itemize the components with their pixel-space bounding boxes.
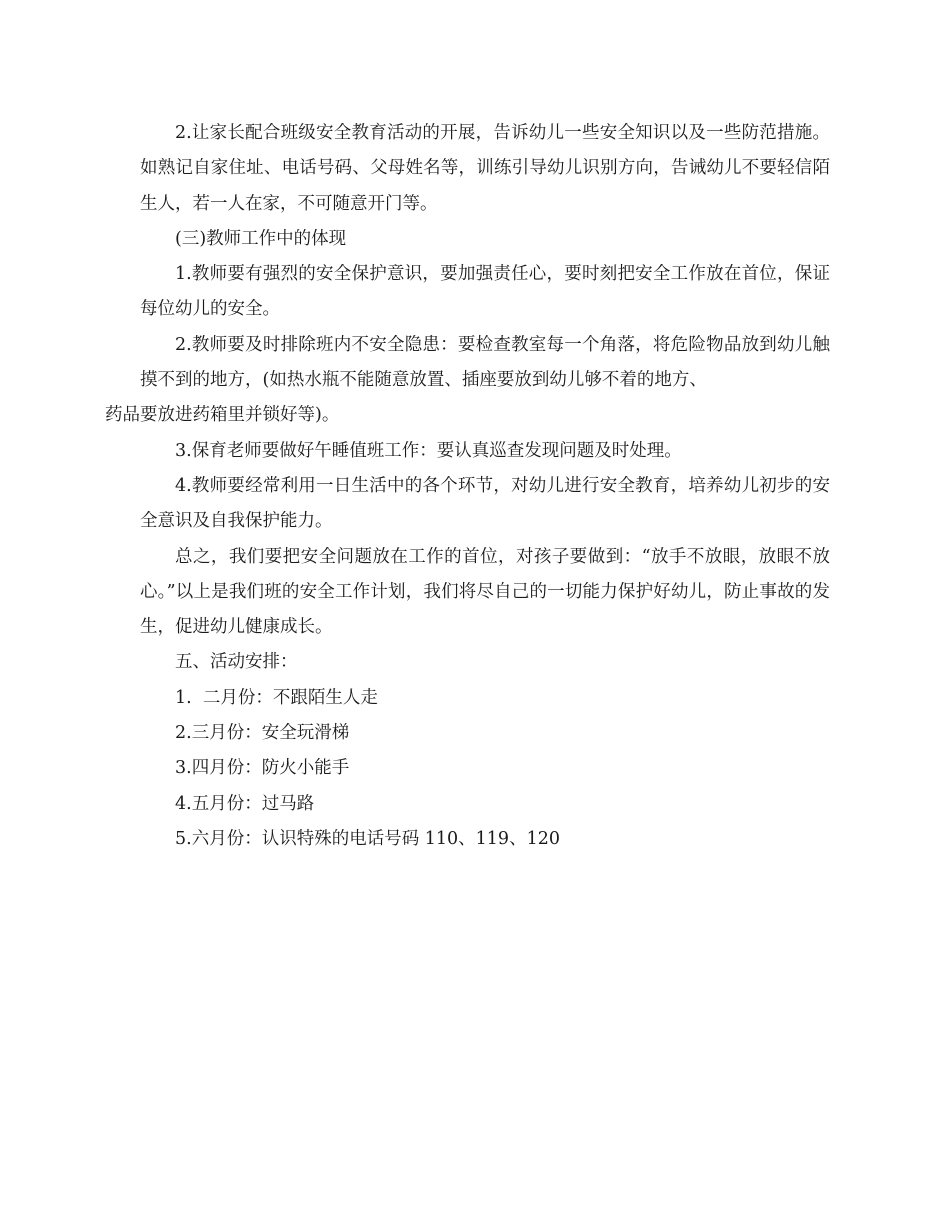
section-heading-activities: 五、活动安排： <box>175 652 298 673</box>
activity-item-april: 3.四月份：防火小能手 <box>175 758 350 779</box>
hazard-removal-text: 2.教师要及时排除班内不安全隐患：要检查教室每一个角落，将危险物品放到幼儿触摸不到的地方， <box>140 334 830 391</box>
paragraph-summary: 总之，我们要把安全问题放在工作的首位，对孩子要做到：“放手不放眼，放眼不放心。”以上是我们班的安全工作计划，我们将尽自己的一切能力保护好幼儿，防止事故的发生，促进幼儿健康成长。 <box>140 546 830 638</box>
document-body <box>105 116 830 857</box>
paragraph-daily-education: 4.教师要经常利用一日生活中的各个环节，对幼儿进行安全教育，培养幼儿初步的安全意识及自我保护能力。 <box>140 475 830 532</box>
activity-item-february: 1. 二月份：不跟陌生人走 <box>175 687 378 708</box>
activity-item-may: 4.五月份：过马路 <box>175 793 315 814</box>
paragraph-parent-cooperation: 2.让家长配合班级安全教育活动的开展，告诉幼儿一些安全知识以及一些防范措施。如熟记自家住址、电话号码、父母姓名等，训练引导幼儿识别方向，告诫幼儿不要轻信陌生人，若一人在家，不可随意开门等。 <box>140 123 830 214</box>
paragraph-hazard-removal <box>105 328 830 434</box>
activity-item-march: 2.三月份：安全玩滑梯 <box>175 723 350 744</box>
hazard-removal-medicine: 药品要放进药箱里并锁好等)。 <box>105 405 340 426</box>
paragraph-teacher-awareness: 1.教师要有强烈的安全保护意识，要加强责任心，要时刻把安全工作放在首位，保证每位幼儿的安全。 <box>140 264 830 320</box>
paragraph-nap-duty: 3.保育老师要做好午睡值班工作：要认真巡查发现问题及时处理。 <box>175 440 682 461</box>
activity-item-june: 5.六月份：认识特殊的电话号码 110、119、120 <box>175 828 560 849</box>
hazard-removal-example: (如热水瓶不能随意放置、插座要放到幼儿够不着的地方、 <box>262 370 707 391</box>
section-heading-teacher-work: (三)教师工作中的体现 <box>175 228 347 249</box>
